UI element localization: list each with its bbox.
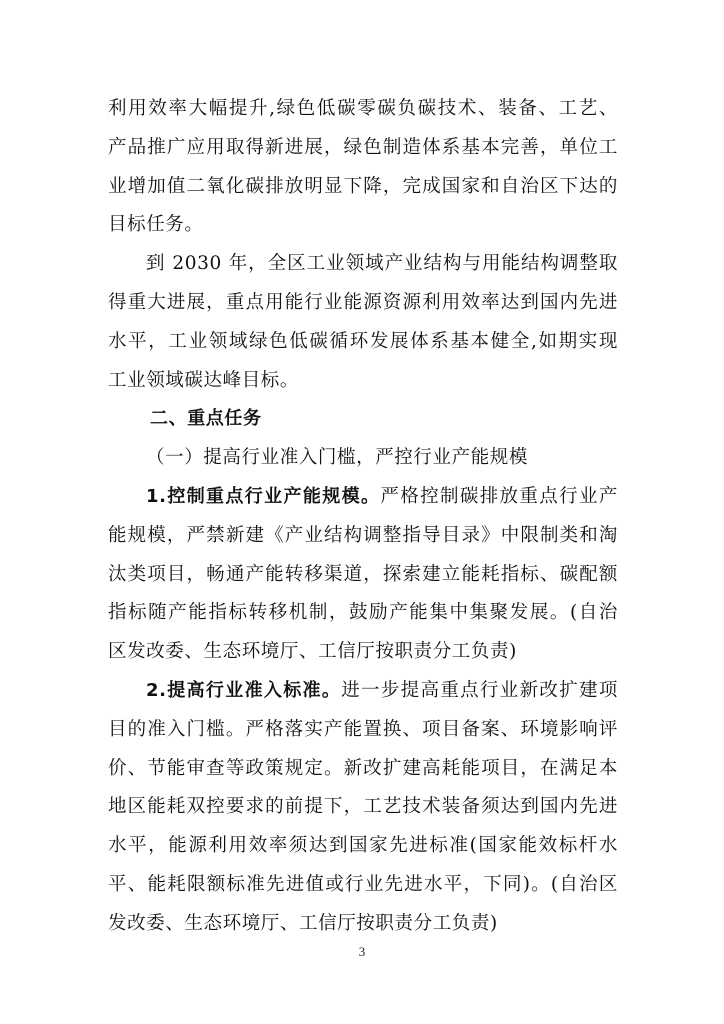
- text-line: 利用效率大幅提升,绿色低碳零碳负碳技术、装备、工艺、: [108, 98, 618, 119]
- text-line: 目的准入门槛。严格落实产能置换、项目备案、环境影响评: [108, 718, 618, 740]
- text-line: 发改委、生态环境厅、工信厅按职责分工负责): [108, 912, 498, 934]
- item-text: 严格控制碳排放重点行业产: [380, 485, 618, 507]
- subsection-heading: （一）提高行业准入门槛，严控行业产能规模: [146, 447, 529, 469]
- item-title: 2.提高行业准入标准。: [146, 679, 342, 701]
- text-line: 平、能耗限额标准先进值或行业先进水平，下同)。(自治区: [108, 873, 618, 895]
- document-body: [108, 90, 618, 944]
- text-line: 目标任务。: [108, 214, 204, 236]
- text-line: [108, 478, 618, 517]
- text-line: 到 2030 年，全区工业领域产业结构与用能结构调整取: [146, 253, 618, 275]
- section-heading: 二、重点任务: [150, 408, 262, 430]
- paragraph-2: [108, 245, 618, 400]
- text-line: 业增加值二氧化碳排放明显下降，完成国家和自治区下达的: [108, 175, 618, 197]
- text-line: 指标随产能指标转移机制，鼓励产能集中集聚发展。(自治: [108, 602, 618, 624]
- text-line: 水平，能源利用效率须达到国家先进标准(国家能效标杆水: [108, 835, 618, 857]
- text-line: 区发改委、生态环境厅、工信厅按职责分工负责): [108, 641, 517, 663]
- task-item-1: [108, 478, 618, 672]
- text-line: 地区能耗双控要求的前提下，工艺技术装备须达到国内先进: [108, 796, 618, 818]
- text-line: [108, 672, 618, 711]
- item-text: 进一步提高重点行业新改扩建项: [341, 679, 619, 701]
- text-line: 产品推广应用取得新进展，绿色制造体系基本完善，单位工: [108, 136, 618, 158]
- item-title: 1.控制重点行业产能规模。: [146, 485, 381, 507]
- page-number: 3: [358, 944, 366, 959]
- text-line: 价、节能审查等政策规定。新改扩建高耗能项目，在满足本: [108, 757, 618, 779]
- text-line: 得重大进展，重点用能行业能源资源利用效率达到国内先进: [108, 291, 618, 313]
- text-line: 工业领域碳达峰目标。: [108, 369, 300, 391]
- text-line: 水平，工业领域绿色低碳循环发展体系基本健全,如期实现: [108, 330, 618, 352]
- text-line: 能规模，严禁新建《产业结构调整指导目录》中限制类和淘: [108, 524, 618, 546]
- paragraph-1: [108, 90, 618, 245]
- task-item-2: [108, 672, 618, 944]
- text-line: 汰类项目，畅通产能转移渠道，探索建立能耗指标、碳配额: [108, 563, 618, 585]
